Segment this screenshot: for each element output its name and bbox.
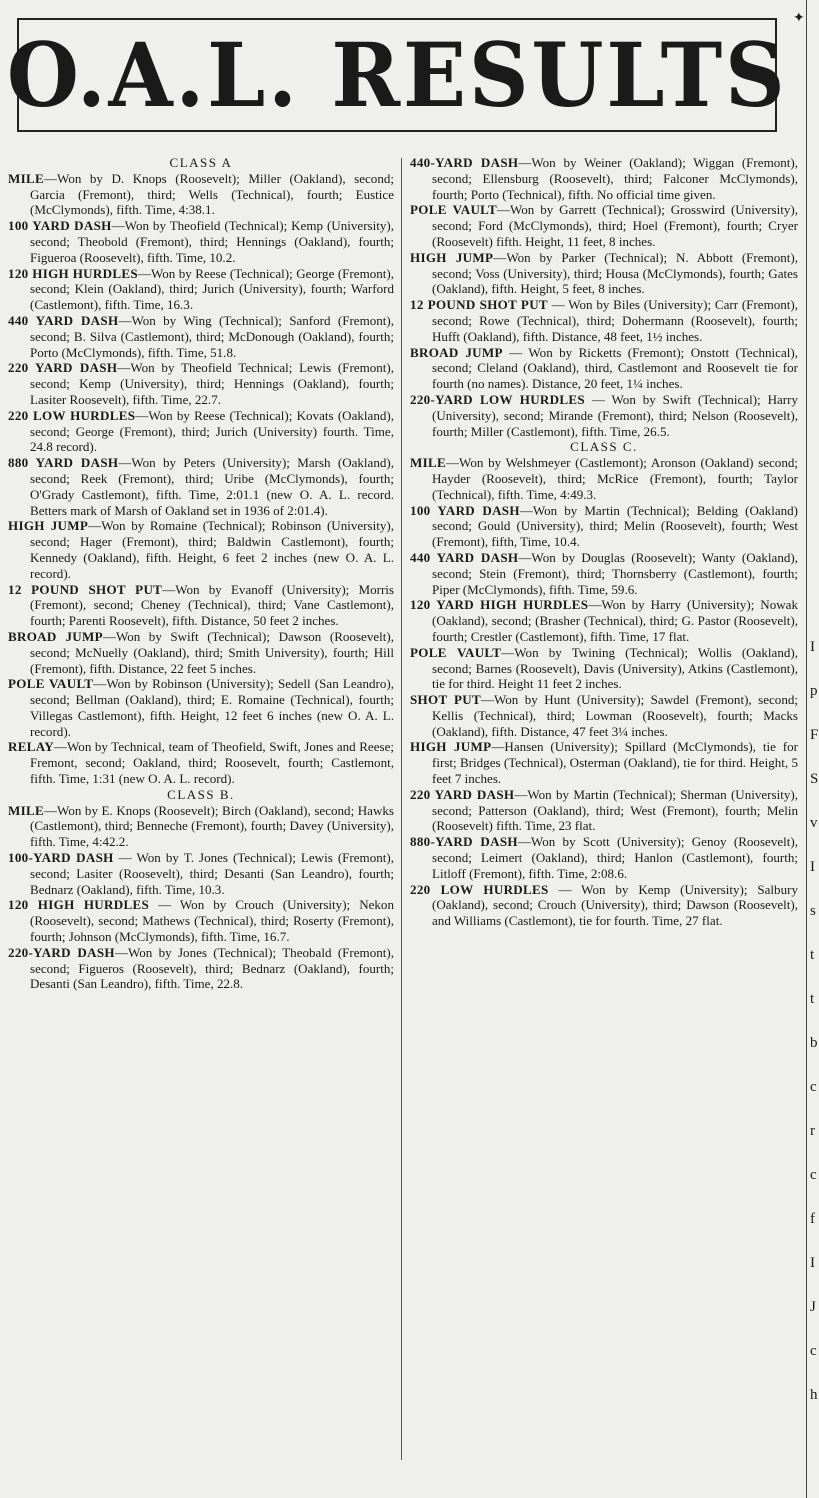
result-entry: [8, 518, 394, 581]
event-name: 220-YARD LOW HURDLES: [410, 391, 585, 407]
event-name: 120 HIGH HURDLES: [8, 265, 138, 281]
event-name: SHOT PUT: [410, 692, 481, 708]
result-entry: [8, 945, 394, 992]
result-entry: [410, 392, 798, 439]
result-entry: [410, 345, 798, 392]
edge-char: r: [810, 1123, 815, 1139]
event-results: —Won by Hunt (University); Sawdel (Fremont), second; Kellis (Technical), third; Lowman (Roosevelt), fourth; Macks (Oakland), fifth. Distance, 47 feet 3¼ inches.: [432, 692, 798, 739]
event-results: —Won by Reese (Technical); Kovats (Oakland), second; George (Fremont), third; Jurich (University) fourth. Time, 24.8 record).: [30, 407, 394, 455]
edge-char: v: [810, 815, 818, 831]
result-entry: [8, 582, 394, 629]
event-results: —Won by Romaine (Technical); Robinson (University), second; Hager (Fremont), third; Baldwin Castlemont), fourth; Kennedy (Oakland), fifth. Height, 6 feet 2 inches (new O. A. L. record).: [30, 518, 394, 581]
edge-char: f: [810, 1211, 815, 1227]
event-name: 440 YARD DASH: [8, 312, 119, 328]
edge-char: S: [810, 771, 819, 787]
result-entry: [410, 645, 798, 692]
event-results: —Won by Technical, team of Theofield, Swift, Jones and Reese; Fremont, second; Oakland, third; Roosevelt, fourth; Castlemont, fifth. Time, 1:31 (new O. A. L. record).: [30, 739, 394, 787]
event-name: POLE VAULT: [8, 676, 94, 692]
event-name: 120 HIGH HURDLES: [8, 897, 150, 913]
event-results: — Won by T. Jones (Technical); Lewis (Fremont), second; Lasiter (Roosevelt), third; Desanti (San Leandro), fourth; Bednarz (Oakland), fifth. Time, 10.3.: [30, 850, 394, 897]
result-entry: [8, 897, 394, 944]
event-name: HIGH JUMP: [410, 739, 492, 755]
class-heading: CLASS A: [169, 155, 233, 170]
edge-char: p: [810, 683, 818, 699]
event-name: BROAD JUMP: [8, 628, 103, 644]
result-entry: [8, 850, 394, 897]
event-results: —Won by Scott (University); Genoy (Roosevelt), second; Leimert (Oakland), third; Hanlon (Castlemont), fourth; Litloff (Fremont), fifth. Time, 2:08.6.: [432, 834, 798, 881]
event-name: MILE: [8, 802, 44, 818]
edge-char: I: [810, 639, 815, 655]
event-results: —Hansen (University); Spillard (McClymonds), tie for first; Bridges (Technical), Osterman (Oakland), tie for third. Height, 5 feet 7 inches.: [432, 739, 798, 787]
event-results: —Won by Twining (Technical); Wollis (Oakland), second; Barnes (Roosevelt), Davis (University), Atkins (Castlemont), tie for third. Height 11 feet 2 inches.: [432, 644, 798, 692]
event-results: —Won by Weiner (Oakland); Wiggan (Fremont), second; Ellensburg (Roosevelt), third; Falconer McClymonds), fourth; Porto (Technical), fifth. No official time given.: [432, 155, 798, 202]
event-name: HIGH JUMP: [8, 518, 89, 534]
event-name: 220 LOW HURDLES: [8, 407, 136, 423]
event-results: —Won by Wing (Technical); Sanford (Fremont), second; B. Silva (Castlemont), third; McDonough (Oakland), fourth; Porto (McClymonds), fifth. Time, 51.8.: [30, 312, 395, 360]
left-column: [8, 155, 394, 992]
event-name: 440 YARD DASH: [410, 549, 519, 565]
result-entry: [8, 408, 394, 455]
event-results: —Won by Martin (Technical); Sherman (University), second; Patterson (Oakland), third; West (Fremont), fourth; Melin (Roosevelt) fifth. Time, 23 flat.: [432, 786, 798, 834]
result-entry: [410, 250, 798, 297]
event-results: — Won by Kemp (University); Salbury (Oakland), second; Crouch (University), third; Dawson (Roosevelt), and Williams (Castlemont), tie for fourth. Time, 27 flat.: [432, 881, 798, 929]
event-results: — Won by Crouch (University); Nekon (Roosevelt), second; Mathews (Technical), third; Roserty (Fremont), fourth; Johnson (McClymonds), fifth. Time, 16.7.: [30, 897, 394, 945]
event-name: POLE VAULT: [410, 644, 502, 660]
result-entry: [410, 597, 798, 644]
result-entry: [410, 834, 798, 881]
result-entry: [8, 455, 394, 518]
result-entry: [410, 202, 798, 249]
event-results: —Won by Martin (Technical); Belding (Oakland) second; Gould (University), third; Melin (Roosevelt), fourth; West (Fremont), fifth, Time, 10.4.: [432, 502, 799, 550]
result-entry: [410, 503, 798, 550]
edge-char: t: [810, 991, 815, 1007]
event-name: 100-YARD DASH: [8, 850, 114, 866]
event-results: —Won by E. Knops (Roosevelt); Birch (Oakland), second; Hawks (Castlemont), third; Benneche (Fremont), fourth; Davey (University), fifth. Time, 4:42.2.: [30, 802, 394, 850]
headline: O.A.L. RESULTS: [6, 23, 788, 127]
headline-box: [6, 18, 788, 132]
event-results: —Won by Theofield (Technical); Kemp (University), second; Theobold (Fremont), third; Hennings (Oakland), fourth; Figueroa (Roosevelt), fifth. Time, 10.2.: [30, 218, 394, 265]
edge-char: t: [810, 947, 815, 963]
event-results: —Won by Garrett (Technical); Grosswird (University), second; Ford (McClymonds), third; Hoel (Fremont), fourth; Cryer (Roosevelt) fifth. Height, 11 feet, 8 inches.: [432, 202, 798, 249]
edge-char: I: [810, 859, 815, 875]
result-entry: [410, 155, 798, 202]
event-name: 100 YARD DASH: [410, 502, 520, 518]
edge-char: b: [810, 1035, 818, 1051]
event-name: 880-YARD DASH: [410, 834, 518, 850]
adjacent-column-edge: [806, 0, 819, 1498]
event-name: 220 YARD DASH: [410, 786, 515, 802]
event-results: —Won by Evanoff (University); Morris (Fremont), second; Cheney (Technical), third; Vane Castlemont), fourth; Parenti Roosevelt), fifth. Distance, 50 feet 2 inches.: [30, 581, 394, 629]
edge-char: h: [810, 1387, 818, 1403]
event-results: — Won by Swift (Technical); Harry (University), second; Mirande (Fremont), third; Nelson (Roosevelt), fourth; Miller (Castlemont), fifth. Time, 26.5.: [432, 391, 798, 439]
edge-char: J: [810, 1299, 816, 1315]
event-results: — Won by Ricketts (Fremont); Onstott (Technical), second; Cleland (Oakland), third, Castlemont and Roosevelt tie for fourth (no names). Distance, 20 feet, 1¼ inches.: [432, 344, 798, 392]
result-entry: [410, 550, 798, 597]
result-entry: [8, 266, 394, 313]
event-name: POLE VAULT: [410, 202, 497, 218]
event-name: BROAD JUMP: [410, 344, 503, 360]
result-entry: [410, 692, 798, 739]
result-entry: [410, 787, 798, 834]
event-results: — Won by Biles (University); Carr (Fremont), second; Rowe (Technical), third; Dohermann (Roosevelt), fourth; Hufft (Oakland), fifth. Distance, 48 feet, 1½ inches.: [432, 297, 798, 344]
event-results: —Won by Harry (University); Nowak (Oakland), second; (Brasher (Technical), third; G. Pastor (Roosevelt), fourth; Crestler (Castlemont), fifth. Time, 17 flat.: [432, 597, 798, 644]
event-name: 440-YARD DASH: [410, 155, 519, 170]
edge-rule: [806, 0, 807, 1498]
right-column: [410, 155, 798, 929]
event-results: —Won by D. Knops (Roosevelt); Miller (Oakland), second; Garcia (Fremont), third; Wells (Technical), fourth; Eustice (McClymonds), fifth. Time, 4:38.1.: [30, 170, 394, 218]
result-entry: [410, 739, 798, 786]
event-results: —Won by Jones (Technical); Theobald (Fremont), second; Figueros (Roosevelt), third; Bednarz (Oakland), fourth; Desanti (San Leandro), fifth. Time, 22.8.: [30, 944, 394, 992]
event-results: —Won by Welshmeyer (Castlemont); Aronson (Oakland) second; Hayder (Roosevelt), third; McRice (Fremont), fourth; Taylor (Technical), fifth. Time, 4:49.3.: [432, 455, 798, 502]
edge-char: c: [810, 1079, 817, 1095]
event-results: —Won by Robinson (University); Sedell (San Leandro), second; Bellman (Oakland), third; E. Romaine (Technical), fourth; Villegas Castlemont), fifth. Height, 12 feet 6 inches (new O. A. L. record).: [30, 676, 394, 739]
result-entry: [8, 676, 394, 739]
event-name: 220 YARD DASH: [8, 360, 118, 376]
event-name: 220 LOW HURDLES: [410, 881, 549, 897]
event-name: HIGH JUMP: [410, 249, 494, 265]
event-name: 880 YARD DASH: [8, 455, 119, 471]
event-name: 12 POUND SHOT PUT: [410, 297, 548, 313]
result-entry: [410, 882, 798, 929]
event-results: —Won by Douglas (Roosevelt); Wanty (Oakland), second; Stein (Fremont), third; Thornsberry (Castlemont), fourth; Piper (McClymonds), fifth. Time, 59.6.: [432, 549, 798, 597]
edge-char: c: [810, 1167, 817, 1183]
column-divider: [401, 158, 402, 1460]
result-entry: [8, 360, 394, 407]
class-heading: CLASS B.: [167, 786, 235, 802]
event-name: 120 YARD HIGH HURDLES: [410, 597, 589, 613]
star-ornament: ✦: [793, 11, 805, 26]
result-entry: [8, 739, 394, 786]
edge-char: c: [810, 1343, 817, 1359]
event-name: MILE: [8, 170, 44, 186]
result-entry: [8, 629, 394, 676]
edge-char: I: [810, 1255, 815, 1271]
result-entry: [8, 313, 394, 360]
event-name: MILE: [410, 455, 446, 471]
result-entry: [410, 297, 798, 344]
event-results: —Won by Parker (Technical); N. Abbott (Fremont), second; Voss (University), third; Housa (McClymonds), fourth; Gates (Oakland), fifth. Height, 5 feet, 8 inches.: [432, 249, 798, 297]
result-entry: [8, 803, 394, 850]
edge-char: s: [810, 903, 816, 919]
edge-char: F: [810, 727, 819, 743]
event-name: 220-YARD DASH: [8, 944, 115, 960]
event-name: 100 YARD DASH: [8, 218, 112, 234]
event-results: —Won by Swift (Technical); Dawson (Roosevelt), second; McNuelly (Oakland), third; Smith University), fourth; Hill (Fremont), fifth. Distance, 22 feet 5 inches.: [30, 628, 394, 676]
result-entry: [8, 218, 394, 265]
result-entry: [8, 171, 394, 218]
event-results: —Won by Theofield Technical; Lewis (Fremont), second; Kemp (University), third; Hennings (Oakland), fourth; Lasiter Roosevelt), fifth. Time, 22.7.: [30, 360, 395, 407]
event-name: 12 POUND SHOT PUT: [8, 581, 163, 597]
class-heading: CLASS C.: [570, 439, 638, 455]
event-results: —Won by Reese (Technical); George (Fremont), second; Klein (Oakland), third; Jurich (University), fourth; Warford (Castlemont), fifth. Time, 16.3.: [30, 265, 394, 313]
result-entry: [410, 455, 798, 502]
event-name: RELAY: [8, 739, 54, 755]
event-results: —Won by Peters (University); Marsh (Oakland), second; Reek (Fremont), third; Uribe (McClymonds), fourth; O'Grady Castlemont), fifth. Time, 2:01.1 (new O. A. L. record. Betters mark of Marsh of Oakland set in 1936 of 2:01.4).: [30, 455, 395, 518]
